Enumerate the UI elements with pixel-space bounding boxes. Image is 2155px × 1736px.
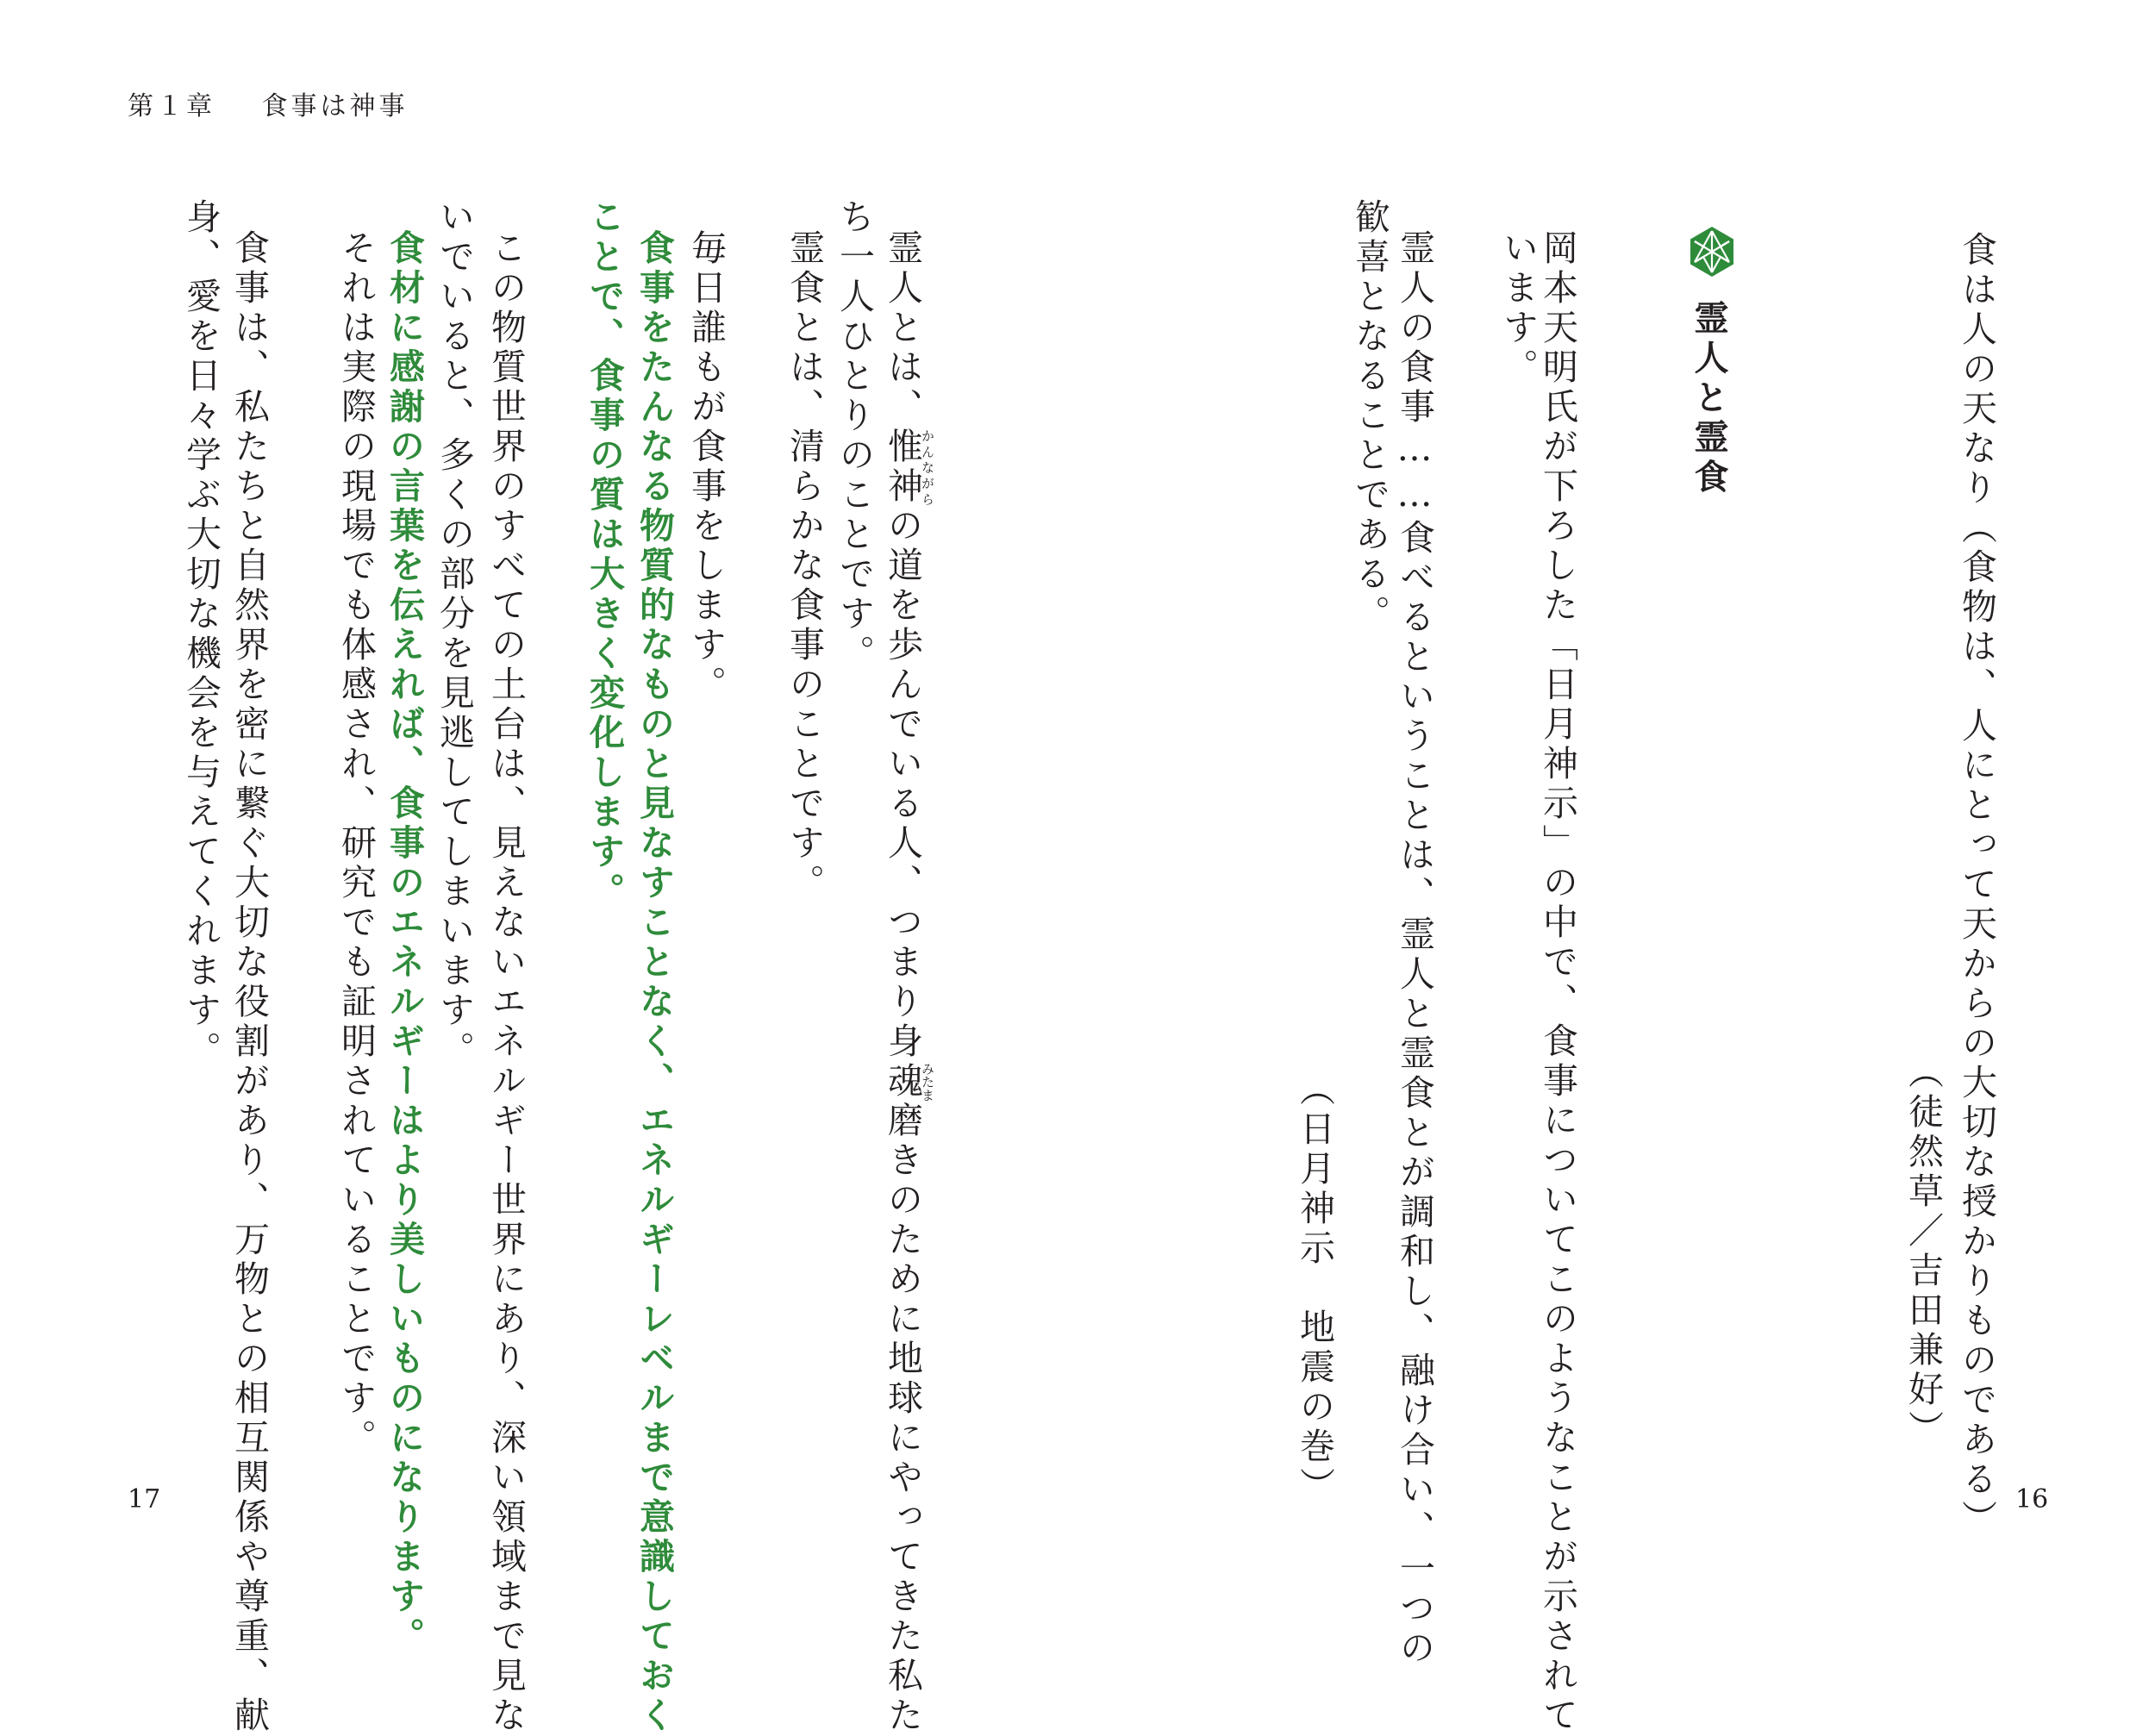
running-head — [128, 84, 409, 122]
para-reishoku-line1: 霊食とは、清らかな食事のことです。 — [784, 229, 825, 903]
quote-hitsuki-line2: 歓喜となることである。 — [1349, 198, 1390, 634]
chapter-title: 食事は神事 — [261, 91, 409, 122]
ruby-reading: かんながら — [920, 428, 935, 507]
para-jissai-line1: それは実際の現場でも体感され、研究でも証明されていることです。 — [335, 229, 377, 1458]
section-heading: 霊人と霊食 — [1689, 300, 1728, 498]
text-run: の道を歩んでいる人、つまり身 — [882, 507, 923, 1062]
para-busshitsu-line2: いでいると、多くの部分を見逃してしまいます。 — [434, 198, 475, 1071]
page-number-left: 17 — [128, 1484, 161, 1514]
para-energy-line1: 食事をたんなる物質的なものと見なすことなく、エネルギーレベルまで意識しておく — [634, 229, 675, 1736]
page-number-right: 16 — [2015, 1484, 2049, 1514]
chapter-number: 第１章 — [128, 91, 216, 122]
quote-hitsuki-source: （日月神示 地震の巻） — [1294, 1071, 1335, 1507]
ruby-mitama — [882, 1062, 935, 1102]
quote-tsurezuregusa: 食は人の天なり（食物は、人にとって天からの大切な授かりものである） — [1956, 231, 1997, 1539]
ruby-base: 魂 — [882, 1062, 923, 1102]
para-kansha-line1: 食材に感謝の言葉を伝えれば、食事のエネルギーはより美しいものになります。 — [384, 229, 425, 1657]
ruby-kannagara — [882, 428, 935, 507]
para-shokuji-line1: 食事は、私たちと自然界を密に繋ぐ大切な役割があり、万物との相互関係や尊重、献 — [228, 229, 270, 1736]
para-mainichi-line1: 毎日誰もが食事をします。 — [685, 229, 727, 705]
para-busshitsu-line1: この物質世界のすべての土台は、見えないエネルギー世界にあり、深い領域まで見な — [485, 229, 527, 1736]
text-run: 磨きのために地球にやってきた私た — [882, 1102, 923, 1736]
para-energy-line2: ことで、食事の質は大きく変化します。 — [584, 198, 625, 912]
para-reijin-line2: ち一人ひとりのことです。 — [834, 198, 875, 674]
ruby-base: 惟神 — [882, 428, 923, 507]
quote-tsurezuregusa-source: （徒然草／吉田兼好） — [1902, 1053, 1944, 1450]
ruby-reading: みたま — [920, 1062, 935, 1102]
para-okamoto-line2: います。 — [1497, 229, 1539, 388]
para-okamoto-line1: 岡本天明氏が下ろした「日月神示」の中で、食事についてこのようなことが示されて — [1537, 229, 1578, 1736]
quote-hitsuki-line1: 霊人の食事……食べるということは、霊人と霊食とが調和し、融け合い、一つの — [1394, 229, 1435, 1669]
para-reijin-line1 — [884, 229, 934, 1736]
text-run: 霊人とは、 — [882, 229, 923, 428]
para-shokuji-line2: 身、愛を日々学ぶ大切な機会を与えてくれます。 — [180, 198, 222, 1071]
asanoha-hexagon-icon — [1690, 226, 1734, 278]
